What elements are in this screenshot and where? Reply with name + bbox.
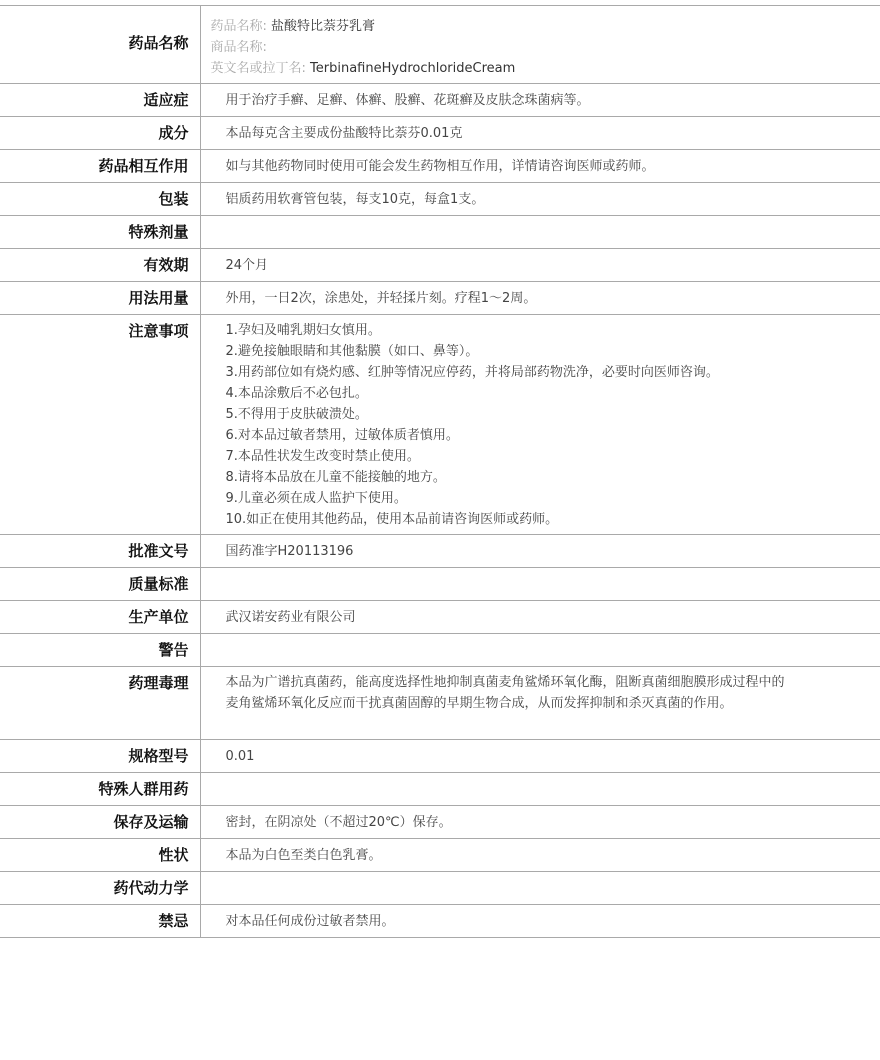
interactions-value: 如与其他药物同时使用可能会发生药物相互作用，详情请咨询医师或药师。 [200, 150, 880, 183]
row-pharmacokinetics [0, 872, 880, 905]
generic-name-value: 盐酸特比萘芬乳膏 [271, 19, 376, 34]
row-manufacturer [0, 601, 880, 634]
specification-label: 规格型号 [0, 740, 200, 773]
warning-label: 警告 [0, 634, 200, 667]
row-appearance [0, 839, 880, 872]
english-name-key: 英文名或拉丁名: [210, 61, 306, 76]
row-shelf-life [0, 249, 880, 282]
indications-value: 用于治疗手癣、足癣、体癣、股癣、花斑癣及皮肤念珠菌病等。 [200, 84, 880, 117]
generic-name-line [211, 16, 791, 37]
warning-value [200, 634, 880, 667]
generic-name-key: 药品名称: [210, 19, 267, 34]
precaution-item: 3.用药部位如有烧灼感、红肿等情况应停药，并将局部药物洗净，必要时向医师咨询。 [225, 365, 719, 380]
quality-standard-label: 质量标准 [0, 568, 200, 601]
english-name-value: TerbinafineHydrochlorideCream [310, 61, 516, 76]
storage-value: 密封，在阴凉处（不超过20℃）保存。 [200, 806, 880, 839]
indications-label: 适应症 [0, 84, 200, 117]
row-approval [0, 535, 880, 568]
special-population-label: 特殊人群用药 [0, 773, 200, 806]
row-special-dosage [0, 216, 880, 249]
trade-name-line [211, 37, 791, 58]
pharmacokinetics-label: 药代动力学 [0, 872, 200, 905]
drug-spec-table [0, 5, 880, 938]
row-storage [0, 806, 880, 839]
row-specification [0, 740, 880, 773]
contraindications-label: 禁忌 [0, 905, 200, 938]
drug-spec-sheet [0, 5, 880, 938]
storage-label: 保存及运输 [0, 806, 200, 839]
row-special-population [0, 773, 880, 806]
composition-value: 本品每克含主要成份盐酸特比萘芬0.01克 [200, 117, 880, 150]
row-composition [0, 117, 880, 150]
precautions-label: 注意事项 [0, 315, 200, 535]
trade-name-key: 商品名称: [210, 40, 267, 55]
drug-name-values [200, 6, 880, 84]
drug-name-label: 药品名称 [0, 6, 200, 84]
shelf-life-label: 有效期 [0, 249, 200, 282]
special-dosage-label: 特殊剂量 [0, 216, 200, 249]
precaution-item: 4.本品涂敷后不必包扎。 [225, 386, 368, 401]
usage-label: 用法用量 [0, 282, 200, 315]
interactions-label: 药品相互作用 [0, 150, 200, 183]
row-indications [0, 84, 880, 117]
row-drug-name [0, 6, 880, 84]
pharmacology-label: 药理毒理 [0, 667, 200, 740]
precaution-item: 7.本品性状发生改变时禁止使用。 [225, 449, 420, 464]
composition-label: 成分 [0, 117, 200, 150]
precaution-item: 6.对本品过敏者禁用，过敏体质者慎用。 [225, 428, 459, 443]
row-packaging [0, 183, 880, 216]
row-warning [0, 634, 880, 667]
precaution-item: 8.请将本品放在儿童不能接触的地方。 [225, 470, 446, 485]
shelf-life-value: 24个月 [200, 249, 880, 282]
packaging-label: 包装 [0, 183, 200, 216]
special-population-value [200, 773, 880, 806]
special-dosage-value [200, 216, 880, 249]
english-name-line [211, 58, 791, 79]
precaution-item: 9.儿童必须在成人监护下使用。 [225, 491, 407, 506]
precautions-list [200, 315, 880, 535]
row-contraindications [0, 905, 880, 938]
precaution-item: 5.不得用于皮肤破溃处。 [225, 407, 368, 422]
row-precautions [0, 315, 880, 535]
manufacturer-label: 生产单位 [0, 601, 200, 634]
quality-standard-value [200, 568, 880, 601]
appearance-label: 性状 [0, 839, 200, 872]
manufacturer-value: 武汉诺安药业有限公司 [200, 601, 880, 634]
row-quality-standard [0, 568, 880, 601]
appearance-value: 本品为白色至类白色乳膏。 [200, 839, 880, 872]
row-pharmacology [0, 667, 880, 740]
contraindications-value: 对本品任何成份过敏者禁用。 [200, 905, 880, 938]
approval-value: 国药准字H20113196 [200, 535, 880, 568]
approval-label: 批准文号 [0, 535, 200, 568]
packaging-value: 铝质药用软膏管包装，每支10克，每盒1支。 [200, 183, 880, 216]
pharmacology-value: 本品为广谱抗真菌药，能高度选择性地抑制真菌麦角鲨烯环氧化酶，阻断真菌细胞膜形成过程中的麦角鲨烯环氧化反应而干扰真菌固醇的早期生物合成，从而发挥抑制和杀灭真菌的作用。 [200, 667, 880, 740]
row-interactions [0, 150, 880, 183]
precaution-item: 10.如正在使用其他药品，使用本品前请咨询医师或药师。 [225, 512, 559, 527]
precaution-item: 2.避免接触眼睛和其他黏膜（如口、鼻等）。 [225, 344, 479, 359]
precaution-item: 1.孕妇及哺乳期妇女慎用。 [225, 323, 381, 338]
specification-value: 0.01 [200, 740, 880, 773]
row-usage [0, 282, 880, 315]
usage-value: 外用，一日2次，涂患处，并轻揉片刻。疗程1～2周。 [200, 282, 880, 315]
pharmacokinetics-value [200, 872, 880, 905]
